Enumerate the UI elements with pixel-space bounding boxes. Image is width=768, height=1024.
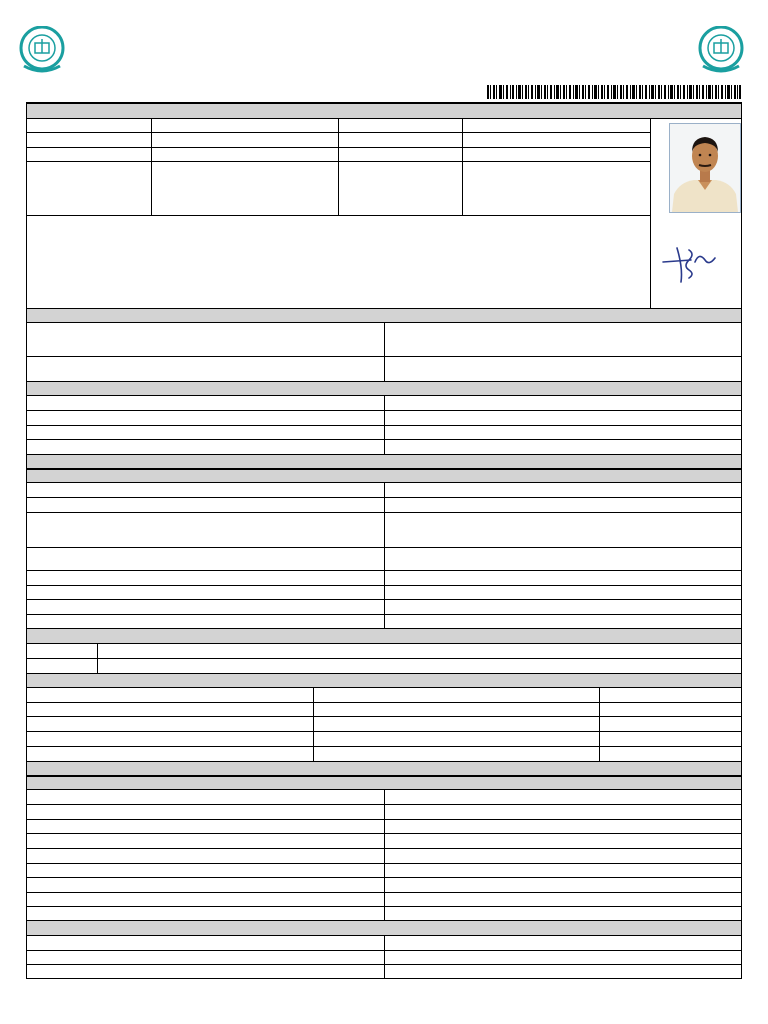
column-divider bbox=[151, 119, 152, 215]
barcode-icon bbox=[487, 85, 741, 99]
section-subheader-4 bbox=[27, 469, 741, 483]
section-header-4 bbox=[27, 454, 741, 469]
column-divider bbox=[384, 323, 385, 381]
column-divider bbox=[384, 790, 385, 920]
column-divider bbox=[384, 483, 385, 628]
section-subheader-7 bbox=[27, 776, 741, 790]
section-header-6 bbox=[27, 673, 741, 688]
row-divider bbox=[27, 215, 650, 216]
board-logo-left-icon bbox=[18, 26, 66, 78]
column-divider bbox=[338, 119, 339, 215]
section-header-2 bbox=[27, 308, 741, 323]
applicant-photo bbox=[669, 123, 741, 213]
row-divider bbox=[27, 731, 741, 732]
column-divider bbox=[384, 396, 385, 454]
column-divider bbox=[97, 644, 98, 673]
column-divider bbox=[599, 688, 600, 761]
row-divider bbox=[27, 746, 741, 747]
application-form bbox=[26, 102, 742, 979]
row-divider bbox=[27, 658, 741, 659]
section-header-7 bbox=[27, 761, 741, 776]
section-header-8 bbox=[27, 920, 741, 936]
board-logo-right-icon bbox=[697, 26, 745, 78]
column-divider bbox=[650, 119, 651, 308]
column-divider bbox=[384, 936, 385, 979]
row-divider bbox=[27, 702, 741, 703]
column-divider bbox=[313, 688, 314, 761]
section-header-3 bbox=[27, 381, 741, 396]
person-photo-icon bbox=[670, 124, 740, 212]
column-divider bbox=[462, 119, 463, 215]
section-header-personal bbox=[27, 103, 741, 119]
section-header-5 bbox=[27, 628, 741, 644]
row-divider bbox=[27, 716, 741, 717]
signature-icon bbox=[659, 238, 723, 284]
